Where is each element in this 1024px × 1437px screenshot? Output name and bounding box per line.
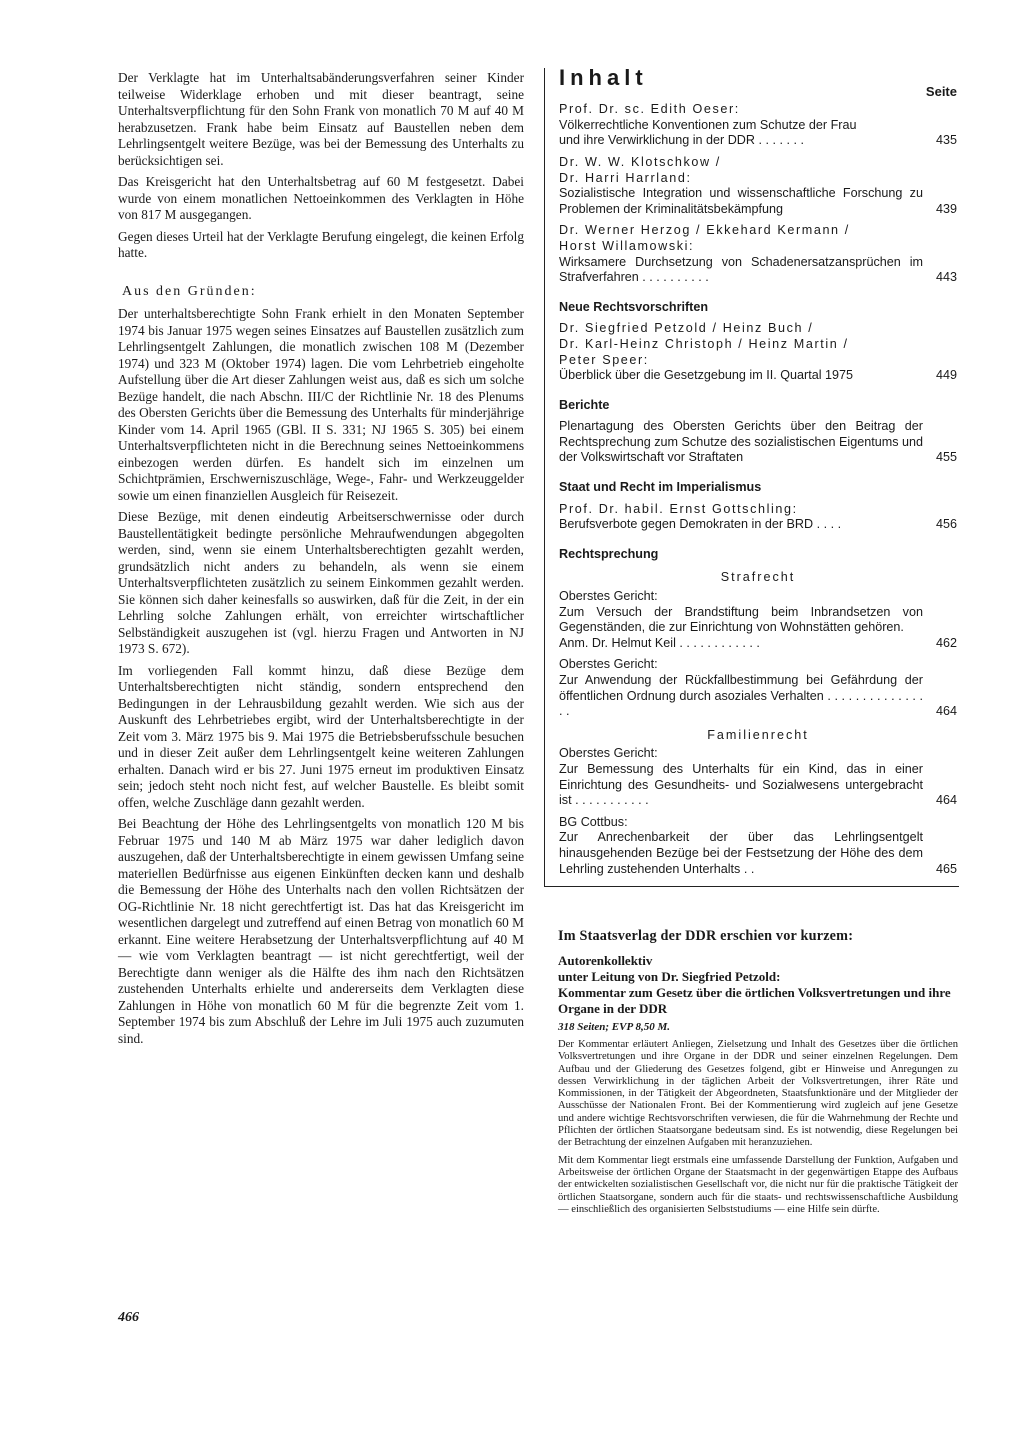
toc-page: 455 [935,450,957,465]
toc-author: Dr. Siegfried Petzold / Heinz Buch / [559,321,814,336]
toc-author: Prof. Dr. habil. Ernst Gottschling: [559,501,798,516]
toc-entry [559,815,957,877]
toc-entry-text: Zur Bemessung des Unterhalts für ein Kind, das in einer Einrichtung des Gesundheits- und Sozialwesens untergebracht ist . . . . . . . . . . . [559,761,923,808]
body-paragraph-3: Im vorliegenden Fall kommt hinzu, daß diese Bezüge dem Unterhaltsberechtigten nicht ständig, sondern entsprechend den Bedingungen in der Lehrausbildung gezahlt werden. Wie sich aus der Auskunft des Lehrbetriebes ergibt, wird der Unterhaltsberechtigte in der Zeit vom 3. März 1975 bis 9. Mai 1975 die Betriebsberufsschule besuchen und in dieser Zeit außer dem Lehrlingsentgelt keine weiteren Zahlungen erhalten. Danach wird er bis 27. Juni 1975 erneut im produktiven Einsatz sein; jedoch steht noch nicht fest, auf welcher Baustelle. Es bleibt somit offen, welche Zuschläge dann gezahlt werden. [118,662,524,810]
body-paragraph-1: Der unterhaltsberechtigte Sohn Frank erhielt in den Monaten September 1974 bis Januar 1975 wegen seines Einsatzes auf Baustellen zusätzlich zum Lehrlingsentgelt Zahlungen, die monatlich zwischen 108 M (Dezember 1974) und 323 M (Oktober 1974) lagen. Die vom Lehrbetrieb eingeholte Aufstellung über die Art dieser Zahlungen weist aus, daß es sich um solche Bezüge handelt, die nach Abschn. III/C der Richtlinie Nr. 18 des Plenums des Obersten Gerichts über die Bemessung des Unterhalts für minderjährige Kinder vom 14. April 1965 (GBl. II S. 331; NJ 1965 S. 305) bei einem Unterhaltsverpflichteten nicht in die Berechnung seines Nettoeinkommens einbezogen werden dürfen. Es handelt sich im einzelnen um Schichtprämien, Erschwerniszuschläge, Wege-, Fahr- und Werkzeuggelder sowie um einen finanziellen Ausgleich für Reisezeit. [118,306,524,503]
toc-entry-text: Zum Versuch der Brandstiftung beim Inbrandsetzen von Gegenständen, die zur Einrichtung von Wohnstätten gehören. [559,604,923,635]
toc-page: 462 [935,635,957,650]
intro-paragraph-3: Gegen dieses Urteil hat der Verklagte Berufung eingelegt, die keinen Erfolg hatte. [118,228,524,260]
toc-author: Dr. Karl-Heinz Christoph / Heinz Martin / [559,336,849,351]
toc-page: 464 [935,704,957,719]
page-number: 466 [118,1310,139,1325]
intro-paragraph-2: Das Kreisgericht hat den Unterhaltsbetrag auf 60 M festgesetzt. Dabei wurde von einem monatlichen Nettoeinkommen des Verklagten in Höhe von 817 M ausgegangen. [118,174,524,222]
notice-meta: 318 Seiten; EVP 8,50 M. [558,1021,671,1033]
publisher-notice [558,928,958,1221]
toc-box [544,65,959,887]
toc-entry [559,657,957,719]
toc-entry [559,419,957,466]
notice-paragraph-1: Der Kommentar erläutert Anliegen, Zielsetzung und Inhalt des Gesetzes über die örtlichen Volksvertretungen und ihre Organe in der DDR und seiner einzelnen Regelungen. Dem Aufbau und der Gliederung des Gesetzes folgend, gibt er Hinweise und Anregungen zu dessen Verwirklichung in der täglichen Arbeit der Volksvertretungen, ihrer Räte und Kommissionen, in der Tätigkeit der Abgeordneten, Staatsfunktionäre und der Mitglieder der Ausschüsse der Nationalen Front. Bei der Kommentierung wird zugleich auf jene Gesetze und andere wichtige Rechtsvorschriften verwiesen, die für die Wahrnehmung der Rechte und Pflichten der örtlichen Staatsorgane bedeutsam sind. Es ist notwendig, diese Regelungen bei der Betrachtung der einzelnen Aufgaben mit heranzuziehen. [558,1039,958,1149]
toc-page: 464 [935,793,957,808]
toc-entry-text: Sozialistische Integration und wissenschaftliche Forschung zu Problemen der Kriminalitätsbekämpfung [559,186,923,216]
toc-category: Neue Rechtsvorschriften [559,299,709,314]
body-paragraph-4: Bei Beachtung der Höhe des Lehrlingsentgelts von monatlich 120 M bis Februar 1975 und 140 M ab März 1975 war daher lediglich davon auszugehen, daß der Unterhaltsberechtigte in einem gewissen Umfang seine materiellen Bedürfnisse aus eigenen Einkünften decken kann und deshalb die Bemessung der Höhe des Unterhalts nach den vollen Richtsätzen der OG-Richtlinie Nr. 18 nicht gerechtfertigt ist. Das hat das Kreisgericht im wesentlichen dargelegt und zutreffend auf einen Betrag von monatlich 60 M erkannt. Eine weitere Herabsetzung der Unterhaltsverpflichtung auf 40 M — wie vom Verklagten beantragt — ist nicht gerechtfertigt, weil der Berechtigte dann weniger als die Hälfte des ihm nach den Richtsätzen zustehenden Unterhalts erhielte und andererseits dem Verklagten diese Zahlungen in Höhe von monatlich 60 M für die begrenzte Zeit vom 1. September 1974 bis zum Abschluß der Lehre im Juli 1975 auch zuzumuten sind. [118,816,524,1046]
toc-subcategory: Familienrecht [707,727,809,742]
toc-category: Berichte [559,397,610,412]
toc-entry [559,321,957,383]
toc-author: Dr. Harri Harrland: [559,170,692,185]
toc-category: Staat und Recht im Imperialismus [559,480,762,495]
toc-entry [559,223,957,285]
toc-content [559,65,957,883]
toc-author: Horst Willamowski: [559,238,695,253]
toc-entry-text: Berufsverbote gegen Demokraten in der BRD . . . . [559,517,842,532]
toc-entry-text: Wirksamere Durchsetzung von Schadenersatzansprüchen im Strafverfahren . . . . . . . . . . [559,254,923,285]
toc-entry-text: Zur Anwendung der Rückfallbestimmung bei Gefährdung der öffentlichen Ordnung durch asoziales Verhalten . . . . . . . . . . . . . . . . [559,673,923,719]
toc-entry [559,155,957,217]
toc-page: 439 [935,201,957,216]
toc-entry [559,746,957,808]
toc-page: 435 [935,133,957,148]
toc-author: Peter Speer: [559,352,649,367]
toc-court: Oberstes Gericht: [559,589,658,604]
toc-entry-text: und ihre Verwirklichung in der DDR . . . . . . . [559,133,804,148]
notice-heading: Im Staatsverlag der DDR erschien vor kurzem: [558,928,854,944]
toc-page: 456 [935,517,957,532]
article-column [118,70,524,1052]
toc-court: BG Cottbus: [559,814,628,829]
toc-entry [559,102,957,149]
toc-subcategory: Strafrecht [720,570,796,585]
notice-editor: unter Leitung von Dr. Siegfried Petzold: [558,969,781,984]
toc-author: Dr. W. W. Klotschkow / [559,154,721,169]
body-paragraph-2: Diese Bezüge, mit denen eindeutig Arbeitserschwernisse oder durch Baustellentätigkeit bedingte persönliche Mehraufwendungen abgegolten werden, sind, wenn sie einem Unterhaltsberechtigten gezahlt werden, grundsätzlich nicht anders zu behandeln, als wenn sie einem Unterhaltsverpflichteten zusätzlich zu seinem Einkommen gezahlt werden. Sie können sich daher keinesfalls so auswirken, daß für die Zeit, in der ein Lehrling solche Zahlungen erhält, von erreichter wirtschaftlicher Selbständigkeit auszugehen ist (vgl. hierzu Fragen und Antworten in NJ 1973 S. 672). [118,509,524,656]
toc-entry [559,502,957,533]
toc-page: 443 [935,270,957,285]
toc-page: 465 [935,861,957,876]
toc-category: Rechtsprechung [559,546,659,561]
notice-book-title: Kommentar zum Gesetz über die örtlichen Volksvertretungen und ihre Organe in der DDR [558,985,951,1016]
notice-authors: Autorenkollektiv [558,953,653,968]
toc-entry-text: Völkerrechtliche Konventionen zum Schutze der Frau [559,117,857,132]
toc-seite-label: Seite [925,83,957,99]
section-heading: Aus den Gründen: [122,283,257,299]
toc-court: Oberstes Gericht: [559,657,658,672]
toc-entry-text: Zur Anrechenbarkeit der über das Lehrlingsentgelt hinausgehenden Bezüge bei der Festsetzung der Höhe des dem Lehrling zustehenden Unterhalts . . [559,830,923,876]
toc-author: Prof. Dr. sc. Edith Oeser: [559,102,740,117]
toc-entry-text: Plenartagung des Obersten Gerichts über den Beitrag der Rechtsprechung zum Schutze des sozialistischen Eigentums und der Volkswirtschaft vor Straftaten [559,419,924,465]
toc-page: 449 [935,368,957,383]
toc-entry-text: Anm. Dr. Helmut Keil . . . . . . . . . . . . [559,635,760,650]
toc-entry [559,589,957,651]
intro-paragraph-1: Der Verklagte hat im Unterhaltsabänderungsverfahren seiner Kinder teilweise Widerklage erhoben und mit dieser beantragt, seine Unterhaltsverpflichtung für den Sohn Frank von monatlich 70 M auf 40 M herabzusetzen. Frank habe beim Einsatz auf Baustellen neben dem Lehrlingsentgelt weitere Bezüge, was bei der Bemessung des Unterhalts zu berücksichtigen sei. [118,70,524,168]
toc-entry-text: Überblick über die Gesetzgebung im II. Quartal 1975 [559,368,854,383]
toc-court: Oberstes Gericht: [559,746,658,761]
toc-title: Inhalt [559,65,648,90]
toc-author: Dr. Werner Herzog / Ekkehard Kermann / [559,223,850,238]
notice-paragraph-2: Mit dem Kommentar liegt erstmals eine umfassende Darstellung der Funktion, Aufgaben und Arbeitsweise der örtlichen Organe der Staatsmacht in der gegenwärtigen Etappe des Aufbaus der entwickelten sozialistischen Gesellschaft vor, die nicht nur für die praktische Tätigkeit der örtlichen Staatsorgane, sondern auch für die staats- und rechtswissenschaftliche Ausbildung — einschließlich des organisierten Selbststudiums — eine Hilfe sein dürfte. [558,1154,958,1215]
